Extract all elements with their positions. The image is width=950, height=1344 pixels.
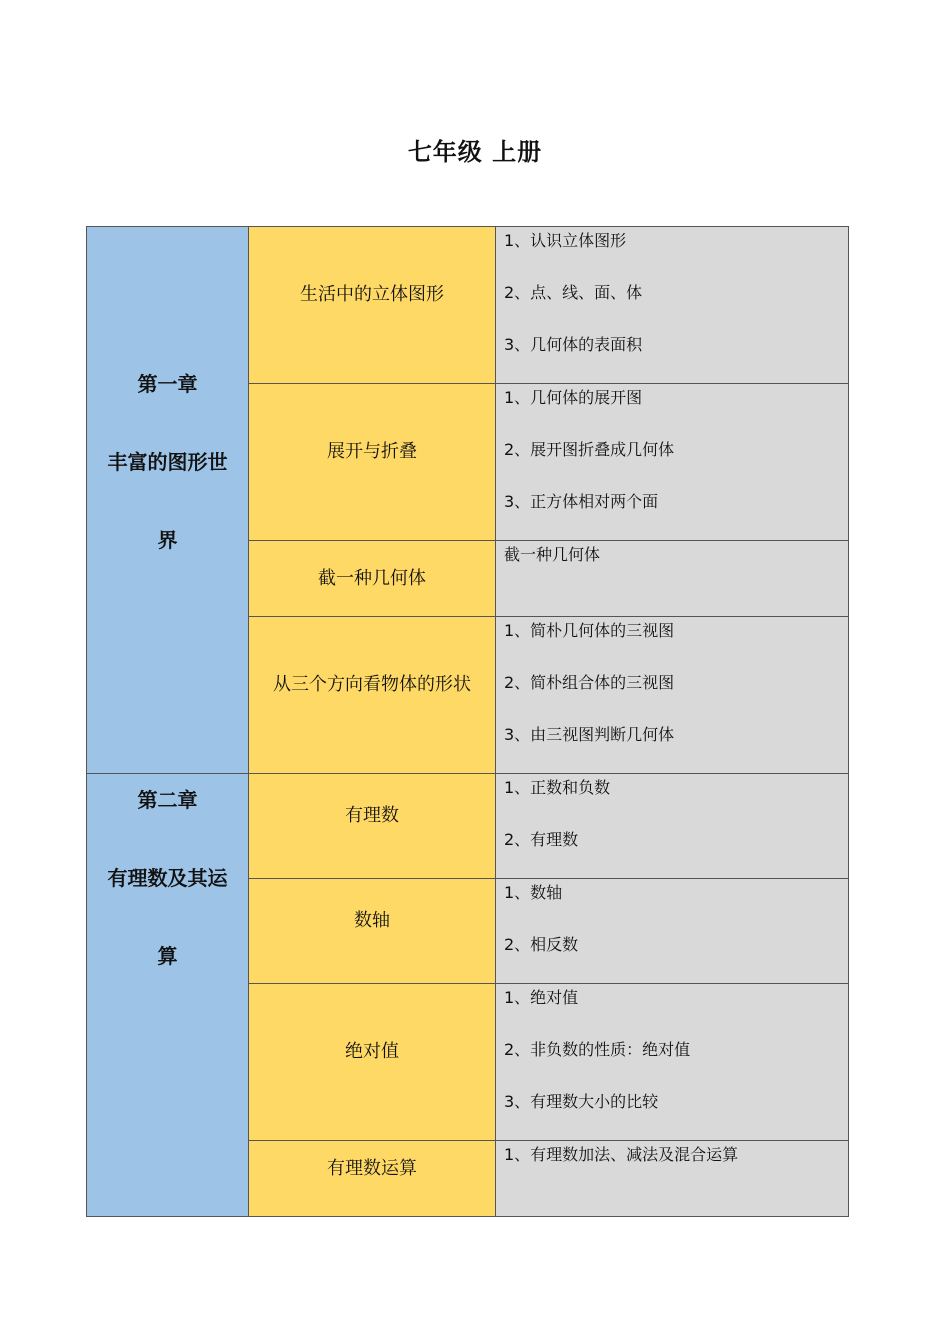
list-item: 2、点、线、面、体: [504, 283, 643, 302]
list-item: 2、展开图折叠成几何体: [504, 440, 675, 459]
table-row: [87, 227, 849, 384]
page-title: 七年级 上册: [407, 138, 543, 166]
list-item: 1、认识立体图形: [504, 231, 627, 250]
list-item: 2、有理数: [504, 830, 579, 849]
syllabus-table: [86, 226, 849, 1217]
list-item: 1、有理数加法、减法及混合运算: [504, 1145, 739, 1164]
list-item: 1、正数和负数: [504, 778, 611, 797]
section-title: 有理数运算: [327, 1157, 417, 1179]
items-cell: [496, 227, 849, 384]
list-item: 1、几何体的展开图: [504, 388, 643, 407]
list-item: 截一种几何体: [504, 545, 601, 564]
list-item: 2、非负数的性质：绝对值: [504, 1040, 691, 1059]
section-cell: [249, 774, 496, 879]
section-cell: [249, 1141, 496, 1217]
items-cell: [496, 1141, 849, 1217]
chapter-title: 丰富的图形世: [107, 450, 228, 474]
chapter-cell: [87, 774, 249, 1217]
items-cell: [496, 617, 849, 774]
items-cell: [496, 984, 849, 1141]
section-cell: [249, 984, 496, 1141]
list-item: 1、绝对值: [504, 988, 579, 1007]
chapter-title: 第一章: [137, 372, 198, 396]
items-cell: [496, 541, 849, 617]
list-item: 2、简朴组合体的三视图: [504, 673, 675, 692]
section-title: 截一种几何体: [318, 567, 426, 589]
chapter-title: 算: [157, 944, 178, 968]
section-title: 展开与折叠: [327, 441, 417, 462]
section-title: 绝对值: [345, 1041, 399, 1062]
list-item: 3、正方体相对两个面: [504, 492, 659, 511]
section-title: 从三个方向看物体的形状: [273, 674, 471, 695]
section-cell: [249, 541, 496, 617]
chapter-title: 界: [157, 528, 178, 552]
section-cell: [249, 227, 496, 384]
list-item: 1、简朴几何体的三视图: [504, 621, 675, 640]
section-title: 生活中的立体图形: [300, 284, 444, 305]
list-item: 1、数轴: [504, 883, 563, 902]
chapter-cell: [87, 227, 249, 774]
items-cell: [496, 774, 849, 879]
section-cell: [249, 384, 496, 541]
items-cell: [496, 879, 849, 984]
table-row: [87, 774, 849, 879]
list-item: 3、由三视图判断几何体: [504, 725, 675, 744]
list-item: 3、几何体的表面积: [504, 335, 643, 354]
chapter-title: 第二章: [137, 788, 198, 812]
section-cell: [249, 617, 496, 774]
list-item: 3、有理数大小的比较: [504, 1092, 659, 1111]
chapter-title: 有理数及其运: [107, 866, 228, 890]
section-title: 数轴: [354, 910, 390, 931]
items-cell: [496, 384, 849, 541]
list-item: 2、相反数: [504, 935, 579, 954]
section-title: 有理数: [345, 805, 399, 826]
section-cell: [249, 879, 496, 984]
